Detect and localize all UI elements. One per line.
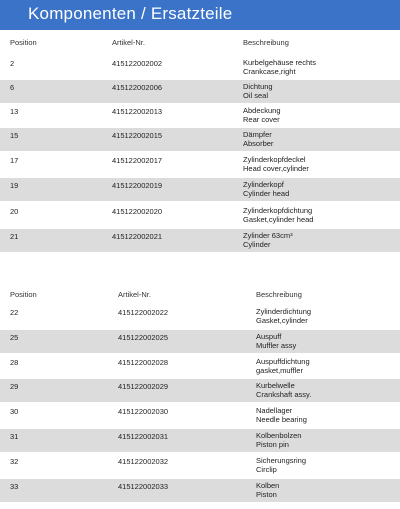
row-description-en: Gasket,cylinder (256, 316, 308, 325)
row-description (256, 357, 310, 375)
row-position: 30 (10, 407, 19, 416)
title-bar (0, 0, 400, 30)
row-position: 6 (10, 83, 15, 92)
row-description-en: Muffler assy (256, 341, 297, 350)
row-description-en: Oil seal (243, 91, 269, 100)
row-description-en: Circlip (256, 465, 277, 474)
row-artikel: 415122002021 (112, 232, 163, 241)
row-description-en: Rear cover (243, 115, 280, 124)
table2-header (0, 290, 400, 304)
row-description (243, 106, 281, 124)
row-description-de: Nadellager (256, 406, 293, 415)
row-description-en: Gasket,cylinder head (243, 215, 314, 224)
row-artikel: 415122002002 (112, 59, 163, 68)
table2-row (0, 379, 400, 402)
row-description-de: Zylinderkopfdeckel (243, 155, 306, 164)
row-artikel: 415122002006 (112, 83, 163, 92)
row-artikel: 415122002031 (118, 432, 169, 441)
row-position: 15 (10, 131, 19, 140)
row-artikel: 415122002030 (118, 407, 169, 416)
table1-header-artikel: Artikel-Nr. (112, 38, 145, 47)
table1-row (0, 204, 400, 227)
row-position: 33 (10, 482, 19, 491)
row-description (256, 481, 279, 499)
table2-row (0, 330, 400, 353)
table2-row (0, 355, 400, 378)
table1-header-position: Position (10, 38, 37, 47)
row-position: 2 (10, 59, 15, 68)
table2-row (0, 305, 400, 328)
row-position: 29 (10, 382, 19, 391)
row-description-de: Kolbenbolzen (256, 431, 302, 440)
row-position: 17 (10, 156, 19, 165)
row-artikel: 415122002029 (118, 382, 169, 391)
row-description-en: Crankshaft assy. (256, 390, 312, 399)
row-description (243, 231, 293, 249)
row-artikel: 415122002017 (112, 156, 163, 165)
row-position: 21 (10, 232, 19, 241)
row-description (243, 130, 273, 148)
page-title: Komponenten / Ersatzteile (28, 4, 233, 23)
table1-row (0, 229, 400, 252)
table2-row (0, 404, 400, 427)
row-description-en: Absorber (243, 139, 274, 148)
row-description (243, 58, 316, 76)
row-description-de: Zylinderkopf (243, 180, 284, 189)
table1-header-beschreibung: Beschreibung (243, 38, 289, 47)
table1-header (0, 38, 400, 52)
row-position: 19 (10, 181, 19, 190)
row-description-en: Cylinder (243, 240, 271, 249)
row-description (243, 180, 289, 198)
row-description (256, 332, 296, 350)
row-position: 25 (10, 333, 19, 342)
row-description-de: Kolben (256, 481, 280, 490)
row-artikel: 415122002020 (112, 207, 163, 216)
row-artikel: 415122002028 (118, 358, 169, 367)
row-description-en: Piston (256, 490, 277, 499)
row-description (256, 431, 301, 449)
row-artikel: 415122002033 (118, 482, 169, 491)
row-position: 13 (10, 107, 19, 116)
row-description-de: Auspuffdichtung (256, 357, 310, 366)
row-artikel: 415122002019 (112, 181, 163, 190)
table2-header-artikel: Artikel-Nr. (118, 290, 151, 299)
table1-row (0, 56, 400, 79)
row-description-de: Zylinder 63cm³ (243, 231, 293, 240)
row-description-de: Kurbelgehäuse rechts (243, 58, 316, 67)
table2-row (0, 454, 400, 477)
row-position: 32 (10, 457, 19, 466)
row-artikel: 415122002015 (112, 131, 163, 140)
row-description-de: Dämpfer (243, 130, 272, 139)
row-description (256, 381, 311, 399)
table2-row (0, 479, 400, 502)
row-description-en: Piston pin (256, 440, 289, 449)
row-description-de: Dichtung (243, 82, 273, 91)
row-description-de: Kurbelwelle (256, 381, 295, 390)
table2-header-beschreibung: Beschreibung (256, 290, 302, 299)
row-artikel: 415122002013 (112, 107, 163, 116)
row-description-en: Head cover,cylinder (243, 164, 309, 173)
row-description-en: Crankcase,right (243, 67, 296, 76)
row-position: 20 (10, 207, 19, 216)
table1-row (0, 128, 400, 151)
table2-header-position: Position (10, 290, 37, 299)
row-description-en: Needle bearing (256, 415, 307, 424)
row-description (256, 456, 306, 474)
row-description-en: Cylinder head (243, 189, 290, 198)
row-description (256, 406, 307, 424)
table1-row (0, 178, 400, 201)
table1-row (0, 80, 400, 103)
row-artikel: 415122002025 (118, 333, 169, 342)
row-artikel: 415122002022 (118, 308, 169, 317)
row-description-en: gasket,muffler (256, 366, 303, 375)
row-position: 28 (10, 358, 19, 367)
row-position: 31 (10, 432, 19, 441)
row-description-de: Zylinderkopfdichtung (243, 206, 313, 215)
row-description-de: Sicherungsring (256, 456, 307, 465)
row-description-de: Zylinderdichtung (256, 307, 312, 316)
table1-row (0, 153, 400, 176)
row-description (243, 155, 309, 173)
row-position: 22 (10, 308, 19, 317)
table1-row (0, 104, 400, 127)
row-artikel: 415122002032 (118, 457, 169, 466)
table2-row (0, 429, 400, 452)
row-description (243, 206, 313, 224)
row-description (243, 82, 273, 100)
row-description (256, 307, 311, 325)
row-description-de: Abdeckung (243, 106, 281, 115)
row-description-de: Auspuff (256, 332, 282, 341)
